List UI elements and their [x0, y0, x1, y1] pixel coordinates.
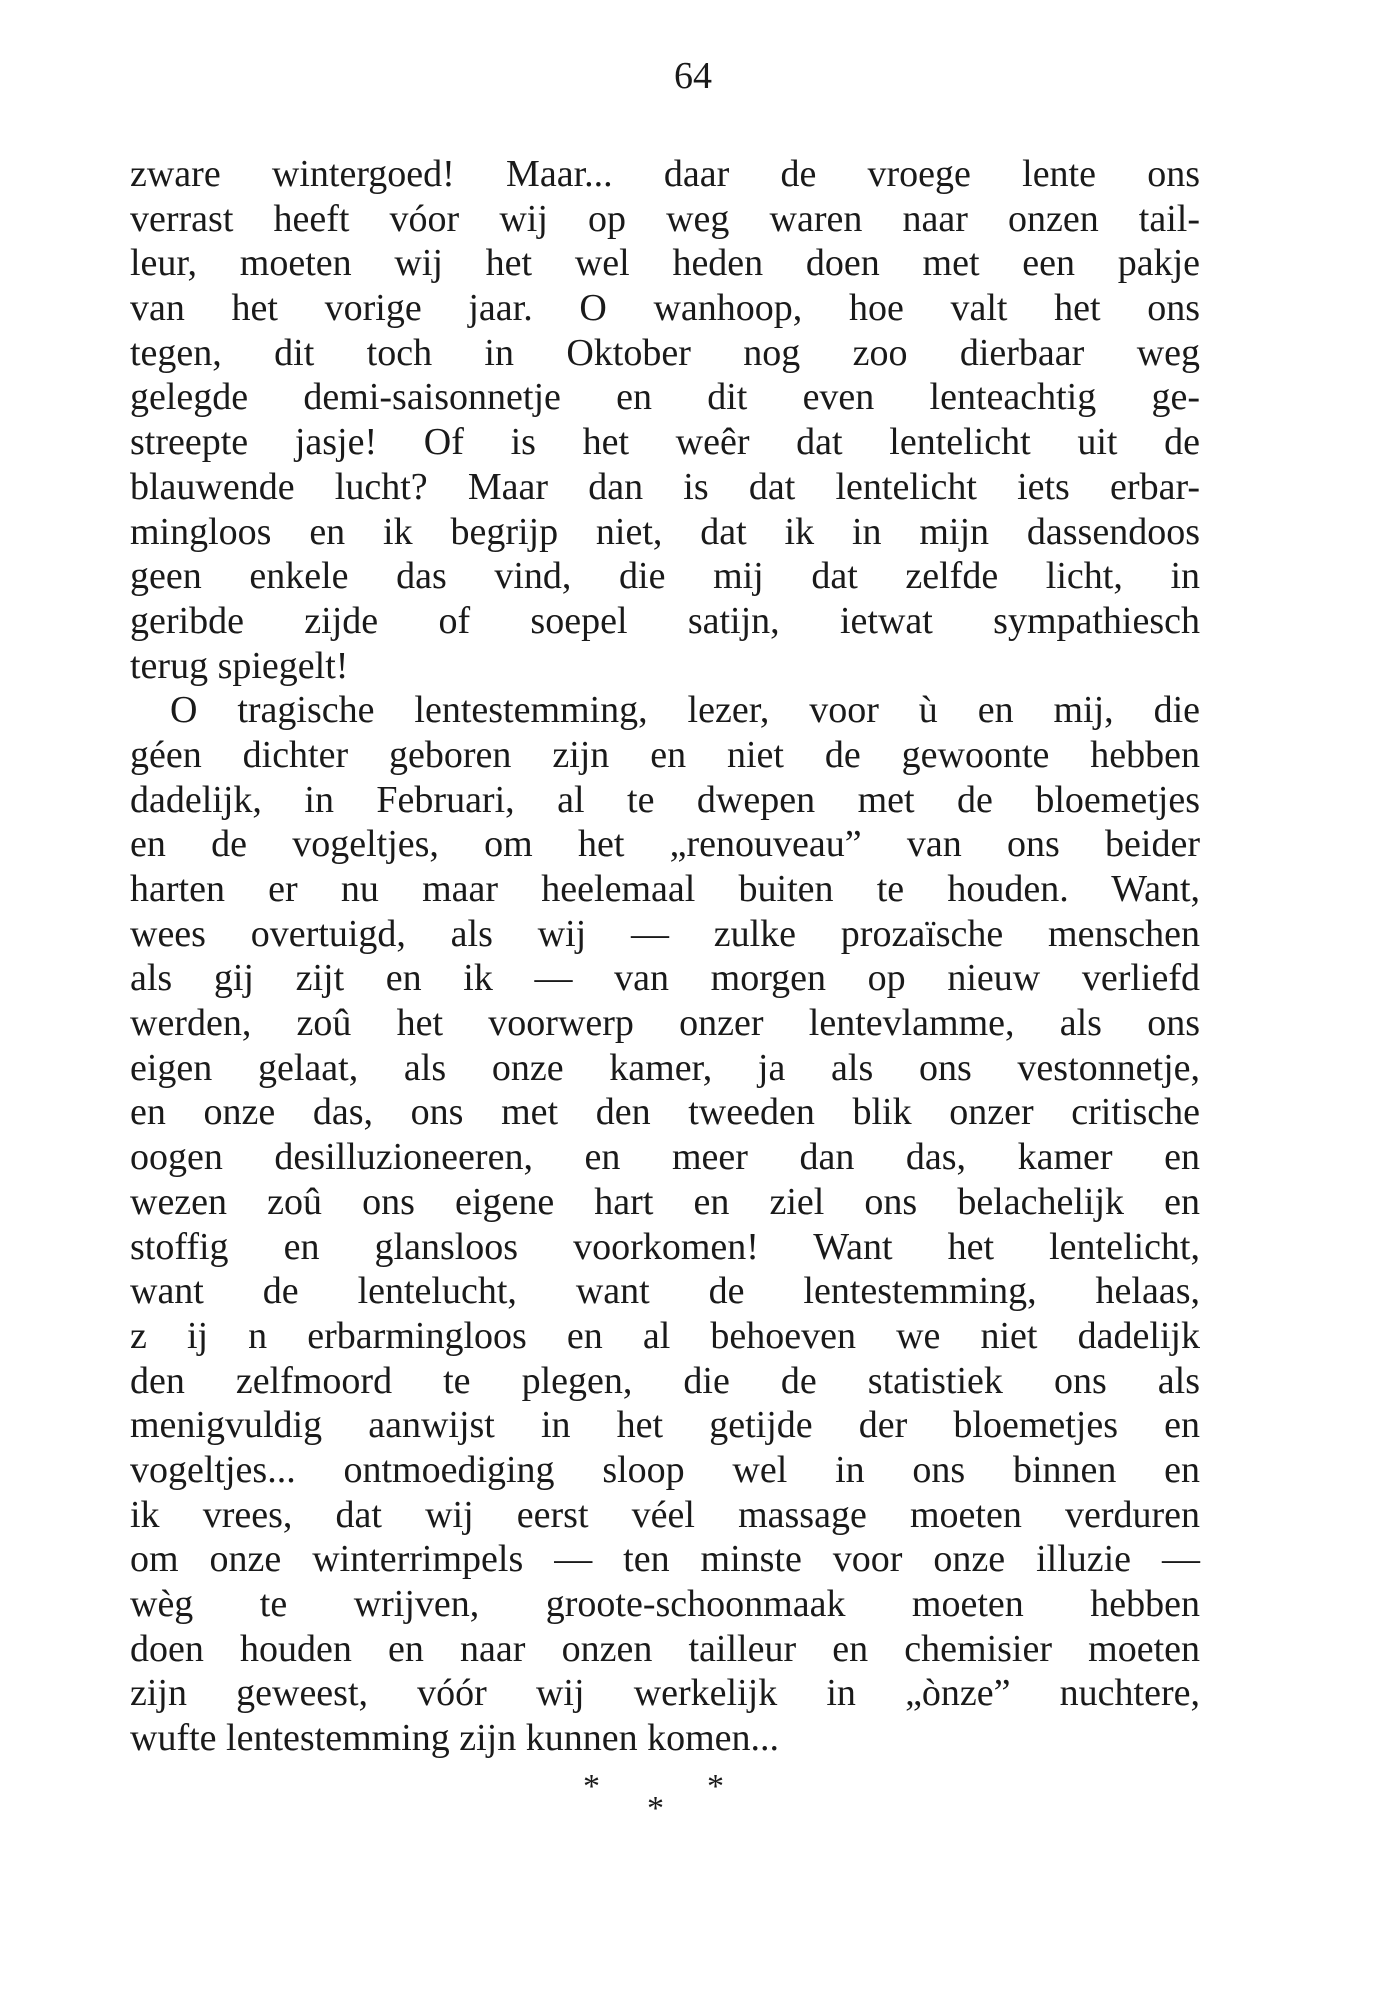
- text-line: vogeltjes... ontmoediging sloop wel in ons binnen en: [130, 1448, 1200, 1491]
- text-line: ik vrees, dat wij eerst véel massage moeten verduren: [130, 1493, 1200, 1536]
- page-number: 64: [674, 55, 712, 97]
- text-line: van het vorige jaar. O wanhoop, hoe valt het ons: [130, 287, 1200, 330]
- text-line: O tragische lentestemming, lezer, voor ù en mij, die: [170, 689, 1200, 732]
- text-line: en de vogeltjes, om het „renouveau” van ons beider: [130, 823, 1200, 866]
- text-line: gelegde demi-saisonnetje en dit even lenteachtig ge-: [130, 376, 1200, 419]
- text-line: mingloos en ik begrijp niet, dat ik in mijn dassendoos: [130, 510, 1200, 553]
- text-line: géen dichter geboren zijn en niet de gewoonte hebben: [130, 733, 1200, 776]
- text-line: en onze das, ons met den tweeden blik onzer critische: [130, 1091, 1200, 1134]
- body-text: [130, 152, 1200, 1761]
- text-line: doen houden en naar onzen tailleur en chemisier moeten: [130, 1627, 1200, 1670]
- text-line: leur, moeten wij het wel heden doen met een pakje: [130, 242, 1200, 285]
- text-line: werden, zoû het voorwerp onzer lentevlamme, als ons: [130, 1002, 1200, 1045]
- section-asterism: [575, 1768, 735, 1828]
- text-line: dadelijk, in Februari, al te dwepen met de bloemetjes: [130, 778, 1200, 821]
- asterisk: *: [707, 1768, 724, 1805]
- text-line: harten er nu maar heelemaal buiten te houden. Want,: [130, 868, 1200, 910]
- text-line: zware wintergoed! Maar... daar de vroege lente ons: [130, 153, 1200, 195]
- text-line: zijn geweest, vóór wij werkelijk in „ònze” nuchtere,: [130, 1672, 1200, 1715]
- text-line: tegen, dit toch in Oktober nog zoo dierbaar weg: [130, 331, 1200, 374]
- text-line: streepte jasje! Of is het weêr dat lentelicht uit de: [130, 421, 1200, 464]
- text-line: als gij zijt en ik — van morgen op nieuw verliefd: [130, 957, 1200, 1000]
- text-line: z ij n erbarmingloos en al behoeven we niet dadelijk: [130, 1314, 1200, 1357]
- text-line: den zelfmoord te plegen, die de statistiek ons als: [130, 1359, 1200, 1402]
- text-line: wees overtuigd, als wij — zulke prozaïsche menschen: [130, 912, 1200, 955]
- text-line: geribde zijde of soepel satijn, ietwat sympathiesch: [130, 599, 1200, 642]
- text-line: wèg te wrijven, groote-schoonmaak moeten hebben: [130, 1583, 1200, 1625]
- text-line: stoffig en glansloos voorkomen! Want het lentelicht,: [130, 1225, 1200, 1268]
- text-line: wufte lentestemming zijn kunnen komen...: [130, 1717, 780, 1760]
- text-line: om onze winterrimpels — ten minste voor onze illuzie —: [130, 1538, 1200, 1581]
- text-line: oogen desilluzioneeren, en meer dan das, kamer en: [130, 1136, 1200, 1179]
- asterisk: *: [583, 1768, 600, 1805]
- text-line: wezen zoû ons eigene hart en ziel ons belachelijk en: [130, 1180, 1200, 1223]
- text-line: menigvuldig aanwijst in het getijde der bloemetjes en: [130, 1404, 1200, 1447]
- text-line: geen enkele das vind, die mij dat zelfde licht, in: [130, 555, 1200, 598]
- text-line: want de lentelucht, want de lentestemming, helaas,: [130, 1270, 1200, 1313]
- text-line: terug spiegelt!: [130, 644, 349, 687]
- text-line: verrast heeft vóor wij op weg waren naar onzen tail-: [130, 197, 1200, 240]
- asterisk: *: [647, 1790, 664, 1827]
- text-line: blauwende lucht? Maar dan is dat lentelicht iets erbar-: [130, 465, 1200, 508]
- text-line: eigen gelaat, als onze kamer, ja als ons vestonnetje,: [130, 1046, 1200, 1089]
